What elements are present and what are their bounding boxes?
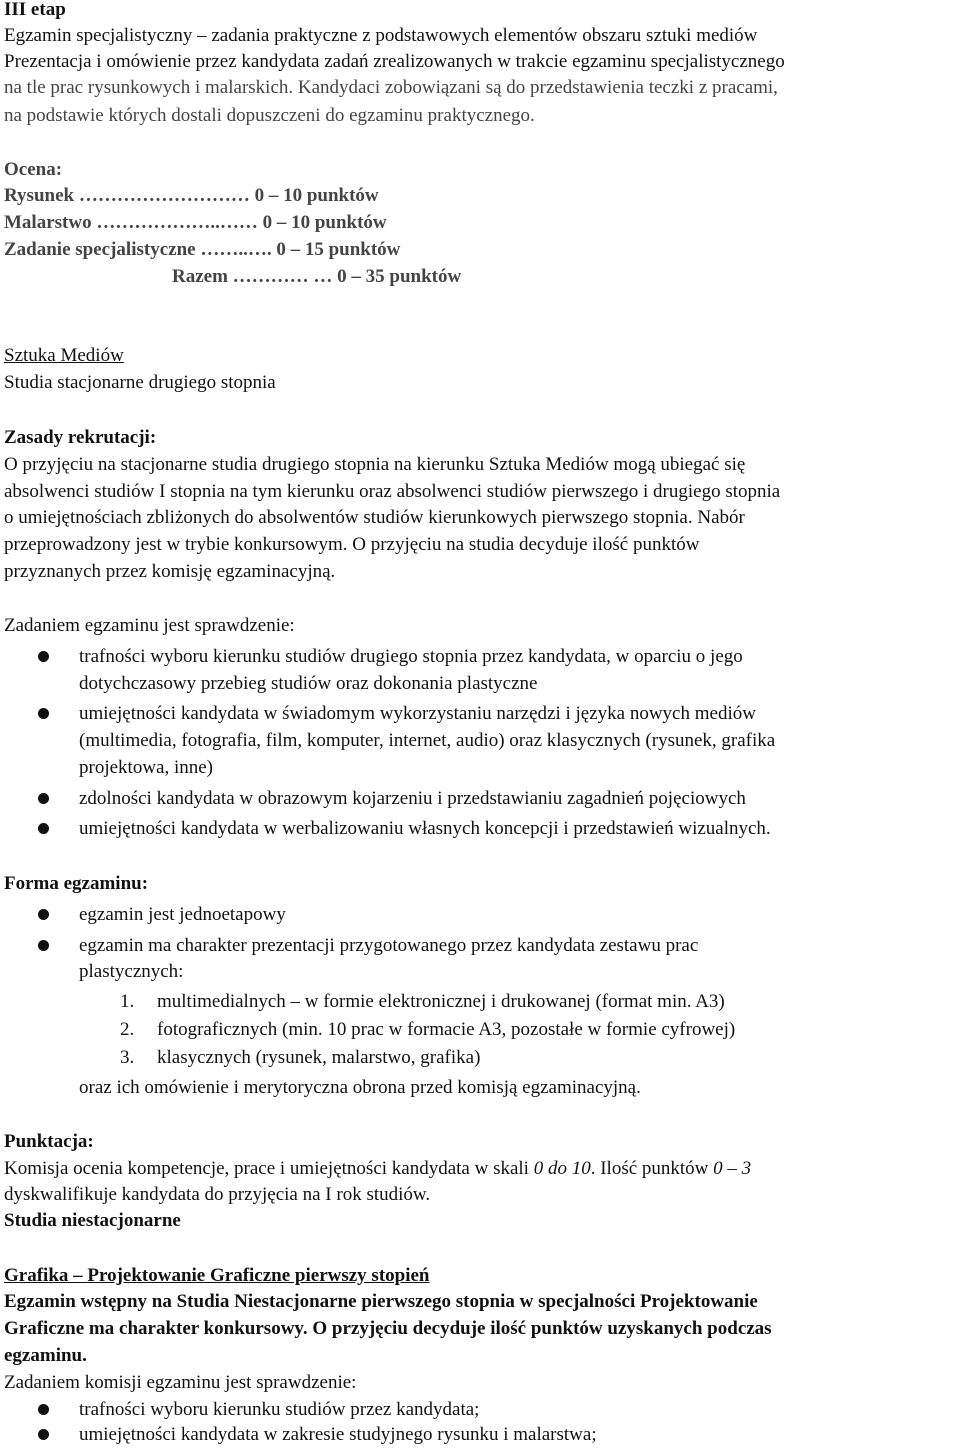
forma-bullet-line: egzamin jest jednoetapowy <box>79 904 286 925</box>
ocena-row-malarstwo: Malarstwo ………………..…… 0 – 10 punktów <box>4 212 387 233</box>
forma-numbered-item: fotograficznych (min. 10 prac w formacie A3, pozostałe w formie cyfrowej) <box>157 1019 736 1040</box>
etap-line: Egzamin specjalistyczny – zadania praktyczne z podstawowych elementów obszaru sztuki mediów <box>4 25 758 46</box>
grafika-bold-line: Egzamin wstępny na Studia Niestacjonarne pierwszego stopnia w specjalności Projektowanie <box>4 1291 758 1312</box>
punktacja-text: Komisja ocenia kompetencje, prace i umiejętności kandydata w skali <box>4 1158 534 1179</box>
zasady-line: o umiejętnościach zbliżonych do absolwentów studiów kierunkowych pierwszego stopnia. Nabór <box>4 507 745 528</box>
zasady-line: O przyjęciu na stacjonarne studia drugiego stopnia na kierunku Sztuka Mediów mogą ubiegać się <box>4 454 746 475</box>
zadaniem-bullet-line: zdolności kandydata w obrazowym kojarzeniu i przedstawianiu zagadnień pojęciowych <box>79 788 746 809</box>
forma-number: 2. <box>120 1019 135 1040</box>
etap-line: Prezentacja i omówienie przez kandydata zadań zrealizowanych w trakcie egzaminu specjalistycznego <box>4 51 785 72</box>
forma-bullet-line: egzamin ma charakter prezentacji przygotowanego przez kandydata zestawu prac <box>79 935 699 956</box>
punktacja-line <box>4 1155 751 1182</box>
punktacja-heading: Punktacja: <box>4 1131 94 1152</box>
bullet-icon <box>38 940 49 951</box>
media-title: Sztuka Mediów <box>4 345 124 366</box>
forma-numbered-item: klasycznych (rysunek, malarstwo, grafika) <box>157 1047 481 1068</box>
forma-number: 3. <box>120 1047 135 1068</box>
grafika-bold-line: Graficzne ma charakter konkursowy. O przyjęciu decyduje ilość punktów uzyskanych podczas <box>4 1318 772 1339</box>
punktacja-line: dyskwalifikuje kandydata do przyjęcia na I rok studiów. <box>4 1184 431 1205</box>
forma-number: 1. <box>120 991 135 1012</box>
zadaniem-bullet-line: umiejętności kandydata w werbalizowaniu własnych koncepcji i przedstawień wizualnych. <box>79 818 771 839</box>
punktacja-range: 0 – 3 <box>713 1158 752 1179</box>
grafika-title: Grafika – Projektowanie Graficzne pierwszy stopień <box>4 1265 430 1286</box>
ocena-row-razem: Razem ………… … 0 – 35 punktów <box>172 266 462 287</box>
zasady-line: przyznanych przez komisję egzaminacyjną. <box>4 561 336 582</box>
grafika-zadaniem-heading: Zadaniem komisji egzaminu jest sprawdzenie: <box>4 1372 357 1393</box>
grafika-bold-line: egzaminu. <box>4 1345 87 1366</box>
etap-title: III etap <box>4 0 66 20</box>
zadaniem-heading: Zadaniem egzaminu jest sprawdzenie: <box>4 615 295 636</box>
punktacja-scale: 0 do 10 <box>533 1158 591 1179</box>
zadaniem-bullet-line: projektowa, inne) <box>79 757 214 778</box>
etap-line: na tle prac rysunkowych i malarskich. Kandydaci zobowiązani są do przedstawienia teczki z pracami, <box>4 77 778 98</box>
bullet-icon <box>38 708 49 719</box>
ocena-heading: Ocena: <box>4 159 63 180</box>
grafika-bullet-line: umiejętności kandydata w zakresie studyjnego rysunku i malarstwa; <box>79 1424 597 1445</box>
grafika-bullet-line: trafności wyboru kierunku studiów przez kandydata; <box>79 1399 480 1420</box>
zasady-line: przeprowadzony jest w trybie konkursowym. O przyjęciu na studia decyduje ilość punktów <box>4 534 700 555</box>
ocena-row-rysunek: Rysunek ……………………… 0 – 10 punktów <box>4 185 379 206</box>
bullet-icon <box>38 1429 49 1440</box>
zadaniem-bullet-line: dotychczasowy przebieg studiów oraz dokonania plastyczne <box>79 673 538 694</box>
bullet-icon <box>38 823 49 834</box>
etap-line: na podstawie których dostali dopuszczeni do egzaminu praktycznego. <box>4 105 535 126</box>
forma-after: oraz ich omówienie i merytoryczna obrona przed komisją egzaminacyjną. <box>79 1077 641 1098</box>
bullet-icon <box>38 909 49 920</box>
zadaniem-bullet-line: umiejętności kandydata w świadomym wykorzystaniu narzędzi i języka nowych mediów <box>79 703 756 724</box>
forma-numbered-item: multimedialnych – w formie elektronicznej i drukowanej (format min. A3) <box>157 991 725 1012</box>
ocena-row-zadanie: Zadanie specjalistyczne ……..…. 0 – 15 punktów <box>4 239 401 260</box>
punktacja-text: . Ilość punktów <box>590 1158 714 1179</box>
zasady-heading: Zasady rekrutacji: <box>4 427 157 448</box>
zasady-line: absolwenci studiów I stopnia na tym kierunku oraz absolwenci studiów pierwszego i drugiego stopnia <box>4 481 781 502</box>
niestacjonarne-heading: Studia niestacjonarne <box>4 1210 181 1231</box>
forma-heading: Forma egzaminu: <box>4 873 149 894</box>
bullet-icon <box>38 651 49 662</box>
bullet-icon <box>38 1404 49 1415</box>
zadaniem-bullet-line: (multimedia, fotografia, film, komputer, internet, audio) oraz klasycznych (rysunek, grafika <box>79 730 776 751</box>
forma-bullet-line: plastycznych: <box>79 961 184 982</box>
media-subtitle: Studia stacjonarne drugiego stopnia <box>4 372 276 393</box>
zadaniem-bullet-line: trafności wyboru kierunku studiów drugiego stopnia przez kandydata, w oparciu o jego <box>79 646 743 667</box>
bullet-icon <box>38 793 49 804</box>
